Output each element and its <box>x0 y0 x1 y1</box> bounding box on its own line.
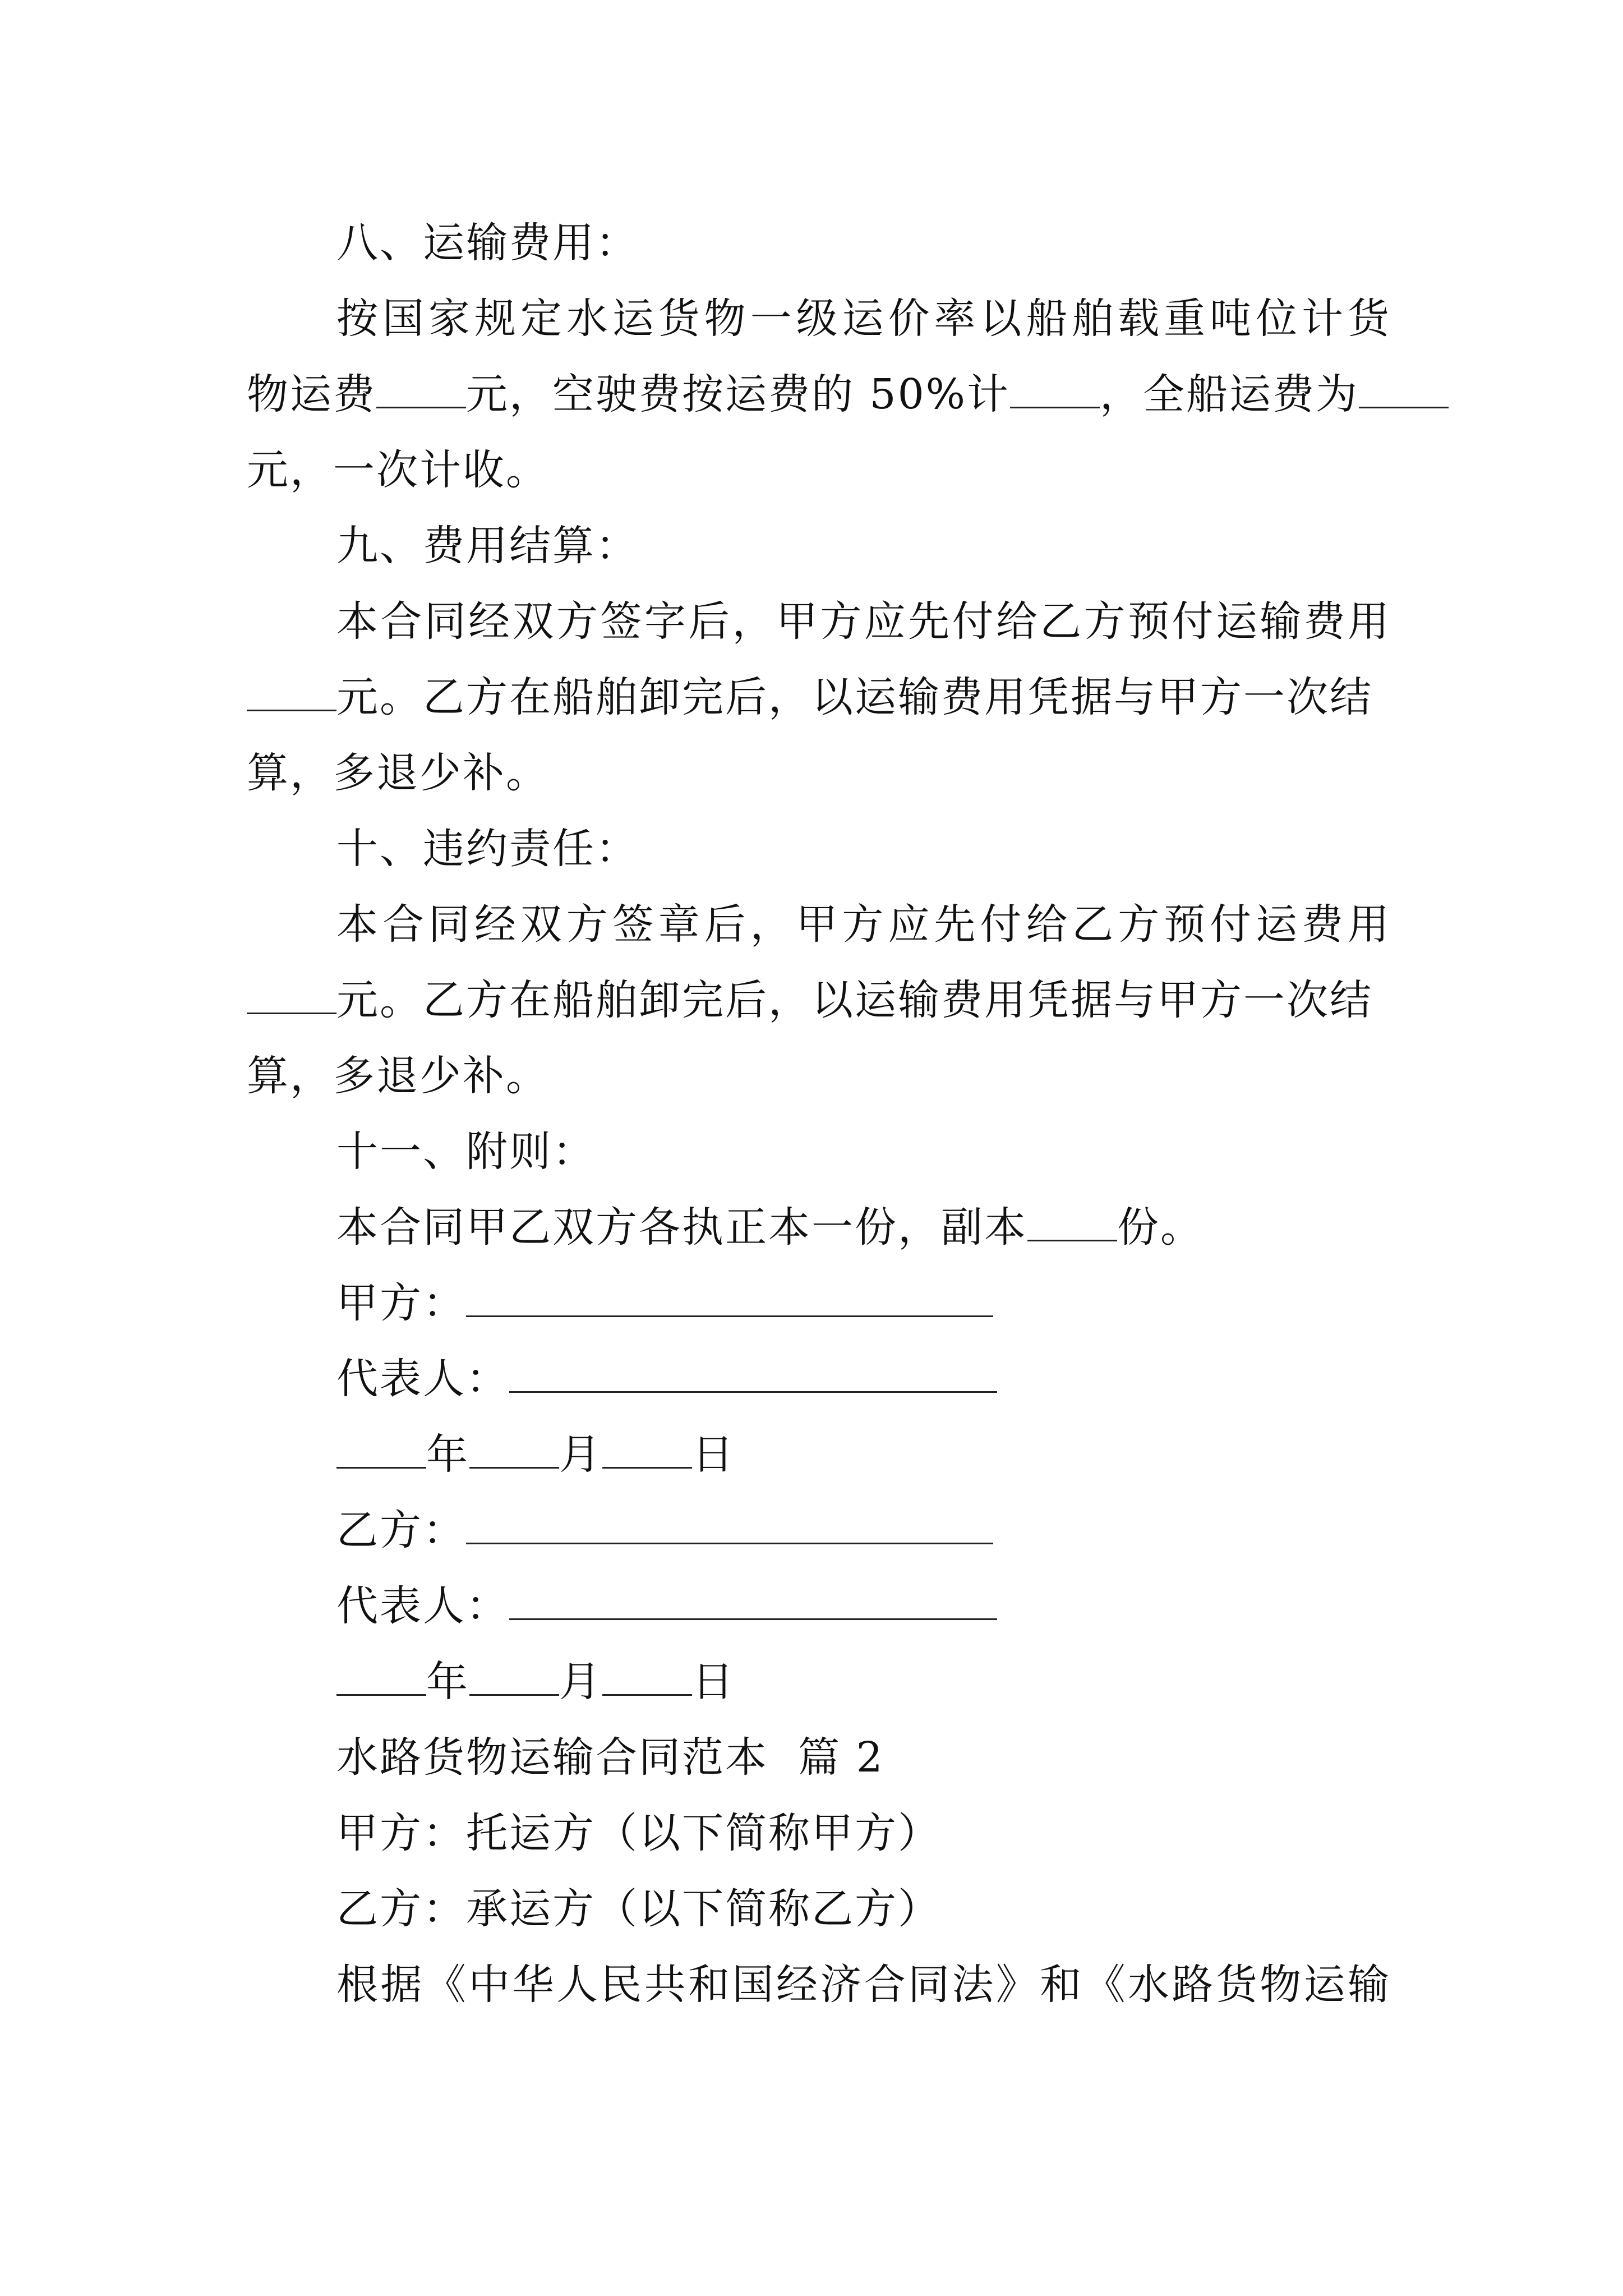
part2-basis: 根据《中华人民共和国经济合同法》和《水路货物运输 <box>336 1961 1391 2009</box>
part2-title: 水路货物运输合同范本 篇 2 <box>336 1733 884 1782</box>
date-a-line <box>336 1428 1391 1481</box>
section8-line2-a: 物运费 <box>247 370 376 418</box>
signature-blank <box>466 1508 993 1544</box>
section9-line2-text: 元。乙方在船舶卸完后，以运输费用凭据与甲方一次结 <box>336 673 1373 721</box>
party-a-label: 甲方： <box>336 1279 466 1327</box>
fill-blank <box>469 1659 559 1696</box>
section9-line3: 算，多退少补。 <box>247 749 549 797</box>
date-b-line <box>336 1655 1391 1709</box>
year-label: 年 <box>426 1658 469 1706</box>
section8-line2 <box>247 367 1391 421</box>
fill-blank <box>602 1659 692 1696</box>
section10-line1: 本合同经双方签章后，甲方应先付给乙方预付运费用 <box>336 900 1391 949</box>
section10-line2 <box>247 973 1391 1027</box>
fill-blank <box>376 372 466 408</box>
party-b-label: 乙方： <box>336 1506 466 1554</box>
section11-line1-b: 份。 <box>1117 1203 1204 1251</box>
section10-line3: 算，多退少补。 <box>247 1052 549 1100</box>
section8-line3: 元，一次计收。 <box>247 446 549 494</box>
party-a-line <box>336 1276 1391 1330</box>
fill-blank <box>1010 372 1100 408</box>
section11-line1 <box>336 1200 1391 1254</box>
month-label: 月 <box>559 1658 602 1706</box>
section11-line1-a: 本合同甲乙双方各执正本一份，副本 <box>336 1203 1027 1251</box>
fill-blank <box>1359 372 1449 408</box>
fill-blank <box>602 1432 692 1469</box>
party-b-line <box>336 1503 1391 1557</box>
section9-line2 <box>247 670 1391 724</box>
signature-blank <box>466 1281 993 1317</box>
fill-blank <box>469 1432 559 1469</box>
day-label: 日 <box>692 1658 735 1706</box>
fill-blank <box>247 978 336 1014</box>
fill-blank <box>1027 1205 1117 1241</box>
section8-line2-b: 元，空驶费按运费的 50%计 <box>466 370 1010 418</box>
month-label: 月 <box>559 1430 602 1479</box>
rep-b-label: 代表人： <box>336 1582 509 1630</box>
year-label: 年 <box>426 1430 469 1479</box>
section10-heading: 十、违约责任： <box>336 825 639 873</box>
fill-blank <box>336 1659 426 1696</box>
section9-line1: 本合同经双方签字后，甲方应先付给乙方预付运输费用 <box>336 597 1391 646</box>
day-label: 日 <box>692 1430 735 1479</box>
signature-blank <box>509 1356 997 1393</box>
fill-blank <box>336 1432 426 1469</box>
section11-heading: 十一、附则： <box>336 1128 596 1176</box>
section8-heading: 八、运输费用： <box>336 219 639 267</box>
part2-party-b: 乙方：承运方（以下简称乙方） <box>336 1885 941 1933</box>
section8-line1: 按国家规定水运货物一级运价率以船舶载重吨位计货 <box>336 295 1391 343</box>
section9-heading: 九、费用结算： <box>336 522 639 570</box>
rep-b-line <box>336 1579 1391 1633</box>
fill-blank <box>247 675 336 711</box>
signature-blank <box>509 1584 997 1620</box>
section8-line2-c: ，全船运费为 <box>1100 370 1359 418</box>
rep-a-line <box>336 1352 1391 1406</box>
section10-line2-text: 元。乙方在船舶卸完后，以运输费用凭据与甲方一次结 <box>336 976 1373 1024</box>
rep-a-label: 代表人： <box>336 1355 509 1403</box>
part2-party-a: 甲方：托运方（以下简称甲方） <box>336 1809 941 1857</box>
